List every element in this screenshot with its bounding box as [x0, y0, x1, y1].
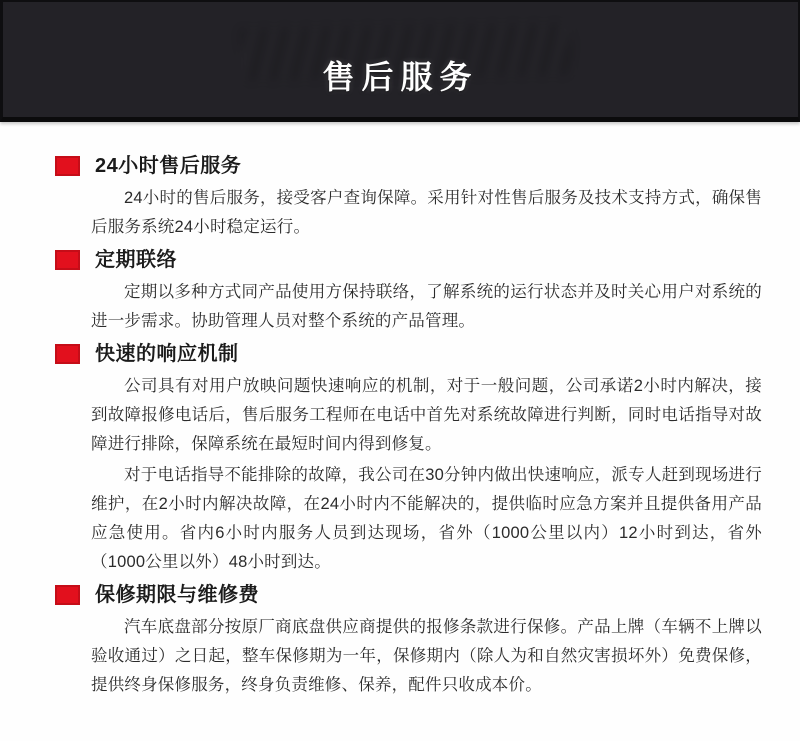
section-heading-row: [55, 248, 800, 272]
content-area: [0, 122, 800, 700]
section-24h-service: [0, 154, 800, 242]
section-paragraph: 汽车底盘部分按原厂商底盘供应商提供的报修条款进行保修。产品上牌（车辆不上牌以验收通过）之日起，整车保修期为一年，保修期内（除人为和自然灾害损坏外）免费保修，提供终身保修服务，终身负责维修、保养，配件只收成本价。: [91, 618, 762, 694]
section-heading-row: [55, 154, 800, 178]
header-banner: [0, 0, 800, 122]
section-heading: 定期联络: [95, 249, 177, 271]
section-warranty-terms: [0, 583, 800, 700]
section-heading: 快速的响应机制: [95, 343, 239, 365]
red-square-bullet-icon: [55, 344, 80, 364]
section-heading: 保修期限与维修费: [95, 584, 259, 606]
section-paragraph: 对于电话指导不能排除的故障，我公司在30分钟内做出快速响应，派专人赶到现场进行维护，在2小时内解决故障，在24小时内不能解决的，提供临时应急方案并且提供备用产品应急使用。省内6小时内服务人员到达现场，省外（1000公里以内）12小时到达，省外（1000公里以外）48小时到达。: [91, 466, 762, 571]
page-title: 售后服务: [322, 59, 479, 95]
section-paragraph: 定期以多种方式同产品使用方保持联络，了解系统的运行状态并及时关心用户对系统的进一步需求。协助管理人员对整个系统的产品管理。: [91, 283, 762, 330]
red-square-bullet-icon: [55, 250, 80, 270]
section-paragraph: 24小时的售后服务，接受客户查询保障。采用针对性售后服务及技术支持方式，确保售后服务系统24小时稳定运行。: [91, 189, 762, 236]
red-square-bullet-icon: [55, 156, 80, 176]
section-rapid-response: [0, 342, 800, 577]
section-regular-contact: [0, 248, 800, 336]
section-paragraph: 公司具有对用户放映问题快速响应的机制，对于一般问题，公司承诺2小时内解决，接到故障报修电话后，售后服务工程师在电话中首先对系统故障进行判断，同时电话指导对故障进行排除，保障系统在最短时间内得到修复。: [91, 377, 762, 453]
section-heading-row: [55, 583, 800, 607]
section-heading-row: [55, 342, 800, 366]
section-heading: 24小时售后服务: [95, 155, 242, 177]
red-square-bullet-icon: [55, 585, 80, 605]
